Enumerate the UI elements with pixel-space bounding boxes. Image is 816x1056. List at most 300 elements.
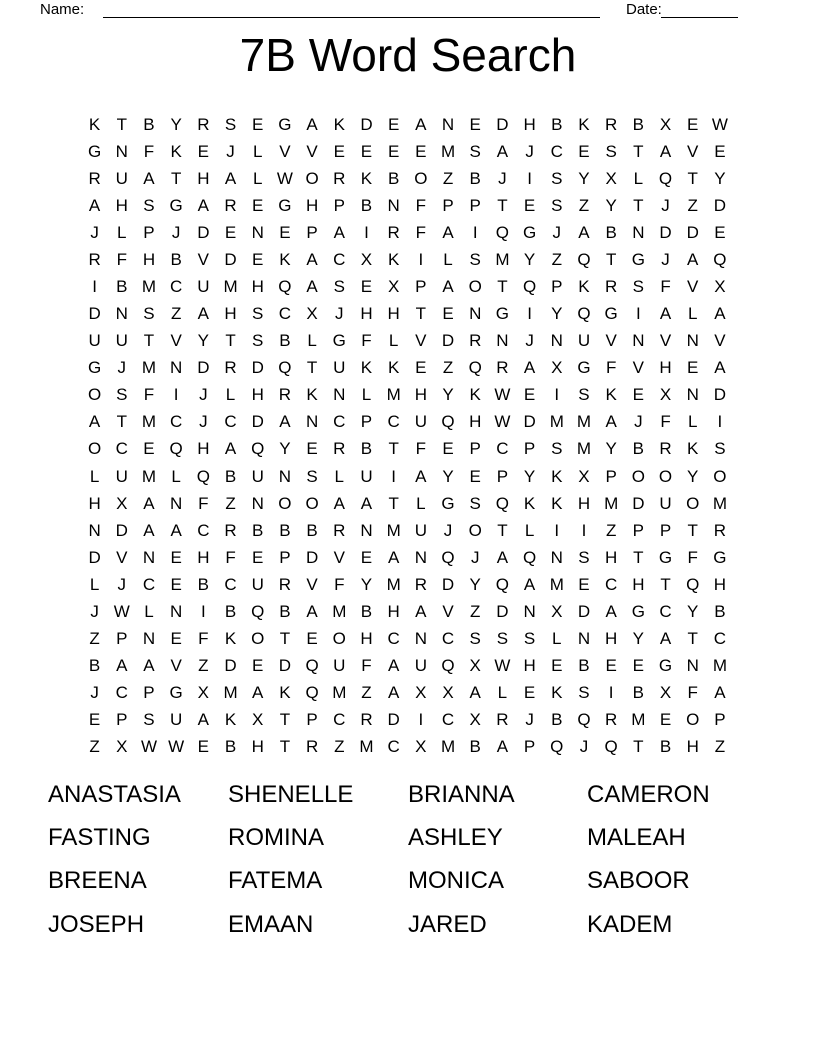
grid-cell-r11-c1: O	[87, 385, 102, 405]
grid-cell-r2-c2: N	[115, 141, 128, 161]
grid-cell-r22-c22: X	[659, 683, 672, 703]
grid-cell-r16-c7: B	[252, 520, 264, 540]
grid-cell-r11-c15: K	[469, 385, 481, 405]
grid-cell-r18-c7: U	[251, 574, 264, 594]
grid-cell-r10-c19: G	[577, 358, 591, 378]
grid-cell-r22-c6: M	[223, 683, 238, 703]
grid-cell-r3-c8: W	[276, 168, 293, 188]
grid-cell-r14-c1: L	[89, 466, 100, 486]
grid-cell-r18-c4: E	[170, 574, 182, 594]
grid-cell-r21-c23: N	[686, 656, 699, 676]
grid-cell-r8-c9: X	[306, 304, 318, 324]
grid-cell-r22-c17: E	[523, 683, 536, 703]
grid-cell-r5-c20: B	[605, 222, 617, 242]
grid-cell-r4-c5: A	[197, 195, 210, 215]
grid-cell-r24-c17: P	[523, 737, 536, 757]
word-list-item: SABOOR	[587, 867, 690, 895]
grid-cell-r16-c9: B	[306, 520, 318, 540]
grid-cell-r14-c4: L	[171, 466, 181, 486]
grid-cell-r5-c18: J	[552, 222, 562, 242]
grid-cell-r9-c12: L	[388, 331, 399, 351]
grid-cell-r22-c18: K	[551, 683, 563, 703]
grid-cell-r3-c17: I	[527, 168, 532, 188]
grid-cell-r1-c24: W	[711, 114, 728, 134]
grid-cell-r8-c11: H	[360, 304, 373, 324]
grid-cell-r24-c19: J	[579, 737, 589, 757]
grid-cell-r10-c1: G	[87, 358, 102, 378]
grid-cell-r11-c19: S	[578, 385, 590, 405]
grid-cell-r2-c13: E	[415, 141, 427, 161]
grid-cell-r23-c4: U	[170, 710, 183, 730]
grid-cell-r2-c20: S	[605, 141, 617, 161]
grid-cell-r13-c20: Y	[605, 439, 617, 459]
grid-cell-r19-c24: B	[714, 601, 726, 621]
grid-cell-r6-c22: J	[661, 249, 670, 269]
grid-cell-r12-c6: C	[224, 412, 237, 432]
grid-cell-r15-c9: O	[305, 493, 319, 513]
grid-cell-r21-c1: B	[88, 656, 101, 676]
grid-cell-r13-c10: R	[333, 439, 346, 459]
grid-cell-r3-c16: J	[498, 168, 507, 188]
grid-cell-r21-c13: U	[414, 656, 427, 676]
grid-cell-r17-c20: H	[605, 547, 618, 567]
grid-cell-r20-c16: S	[496, 629, 509, 649]
grid-cell-r4-c11: B	[360, 195, 373, 215]
grid-cell-r13-c4: Q	[169, 439, 183, 459]
grid-cell-r1-c7: E	[252, 114, 264, 134]
grid-cell-r19-c12: H	[387, 601, 400, 621]
grid-cell-r16-c19: I	[581, 520, 587, 540]
grid-cell-r6-c18: Z	[551, 249, 562, 269]
grid-cell-r9-c6: T	[225, 331, 236, 351]
grid-cell-r21-c4: V	[170, 656, 182, 676]
grid-cell-r23-c21: M	[631, 710, 646, 730]
grid-cell-r21-c22: G	[658, 656, 673, 676]
grid-cell-r3-c21: L	[633, 168, 644, 188]
grid-cell-r17-c17: Q	[522, 547, 537, 567]
grid-cell-r24-c4: W	[168, 737, 185, 757]
grid-cell-r24-c21: T	[633, 737, 644, 757]
grid-cell-r20-c24: C	[713, 629, 727, 649]
grid-cell-r20-c14: C	[441, 629, 455, 649]
grid-cell-r18-c23: Q	[686, 574, 700, 594]
grid-cell-r4-c18: S	[551, 195, 563, 215]
word-list	[48, 773, 710, 947]
grid-cell-r22-c3: P	[143, 683, 155, 703]
grid-cell-r24-c8: T	[279, 737, 291, 757]
grid-cell-r15-c2: X	[116, 493, 128, 513]
grid-cell-r14-c12: I	[391, 466, 397, 486]
grid-cell-r12-c1: A	[88, 412, 101, 432]
grid-cell-r23-c15: X	[469, 710, 481, 730]
grid-cell-r4-c8: G	[278, 195, 292, 215]
grid-cell-r16-c16: T	[497, 520, 508, 540]
grid-cell-r12-c20: A	[605, 412, 617, 432]
grid-cell-r11-c7: H	[251, 385, 264, 405]
grid-cell-r21-c15: X	[469, 656, 481, 676]
grid-cell-r8-c13: T	[415, 304, 427, 324]
grid-cell-r2-c9: V	[306, 141, 318, 161]
grid-cell-r20-c2: P	[116, 629, 128, 649]
grid-cell-r6-c3: H	[142, 249, 156, 269]
grid-cell-r6-c16: M	[495, 249, 510, 269]
grid-cell-r24-c15: B	[469, 737, 481, 757]
word-list-item: ANASTASIA	[48, 780, 181, 808]
grid-cell-r4-c6: R	[224, 195, 237, 215]
grid-cell-r6-c6: D	[224, 249, 237, 269]
grid-cell-r16-c12: M	[386, 520, 401, 540]
grid-cell-r16-c10: R	[333, 520, 346, 540]
grid-cell-r19-c18: X	[551, 601, 563, 621]
grid-cell-r7-c12: X	[387, 277, 400, 296]
grid-cell-r11-c18: I	[554, 385, 560, 405]
grid-cell-r10-c15: Q	[468, 358, 482, 378]
grid-cell-r2-c23: V	[687, 141, 699, 161]
grid-cell-r5-c24: E	[714, 222, 726, 242]
grid-cell-r7-c10: S	[333, 277, 345, 296]
grid-cell-r11-c11: L	[361, 385, 372, 405]
grid-cell-r17-c13: N	[414, 547, 427, 567]
grid-cell-r6-c24: Q	[713, 249, 727, 269]
grid-cell-r7-c8: Q	[278, 277, 292, 296]
grid-cell-r7-c1: I	[92, 277, 97, 296]
grid-cell-r12-c15: H	[469, 412, 482, 432]
grid-cell-r2-c5: E	[197, 141, 210, 161]
grid-cell-r21-c18: E	[551, 656, 563, 676]
grid-cell-r21-c5: Z	[198, 656, 209, 676]
grid-cell-r13-c2: C	[115, 439, 128, 459]
grid-cell-r19-c14: V	[442, 601, 454, 621]
grid-cell-r17-c22: G	[658, 547, 673, 567]
grid-cell-r7-c13: P	[415, 277, 427, 296]
grid-cell-r9-c20: V	[605, 331, 617, 351]
grid-cell-r2-c3: F	[143, 141, 155, 161]
grid-cell-r18-c1: L	[89, 574, 100, 594]
grid-cell-r3-c1: R	[88, 168, 101, 188]
grid-cell-r12-c13: U	[414, 412, 427, 432]
grid-cell-r7-c17: Q	[522, 277, 537, 296]
name-fill-line	[103, 0, 600, 18]
grid-cell-r4-c9: H	[305, 195, 319, 215]
grid-cell-r4-c7: E	[252, 195, 264, 215]
grid-cell-r12-c21: J	[634, 412, 643, 432]
grid-cell-r20-c19: N	[577, 629, 591, 649]
grid-cell-r12-c14: Q	[441, 412, 455, 432]
grid-cell-r7-c11: E	[360, 277, 373, 296]
grid-cell-r15-c19: H	[577, 493, 591, 513]
grid-cell-r7-c21: S	[632, 277, 645, 296]
grid-cell-r23-c7: X	[252, 710, 264, 730]
grid-cell-r15-c14: G	[441, 493, 455, 513]
grid-cell-r11-c13: H	[414, 385, 427, 405]
grid-cell-r15-c10: A	[333, 493, 345, 513]
grid-cell-r5-c22: D	[659, 222, 672, 242]
grid-cell-r13-c16: C	[496, 439, 509, 459]
grid-cell-r5-c5: D	[197, 222, 210, 242]
grid-cell-r10-c17: A	[523, 358, 536, 378]
word-list-item: BREENA	[48, 867, 147, 895]
grid-cell-r8-c15: N	[469, 304, 482, 324]
grid-cell-r19-c5: I	[200, 601, 206, 621]
grid-cell-r11-c3: F	[143, 385, 155, 405]
grid-cell-r22-c12: A	[387, 683, 400, 703]
grid-cell-r10-c5: D	[197, 358, 210, 378]
grid-cell-r1-c8: G	[278, 114, 292, 134]
grid-cell-r14-c19: X	[578, 466, 590, 486]
grid-cell-r5-c16: Q	[495, 222, 510, 242]
grid-cell-r20-c9: E	[306, 629, 318, 649]
grid-cell-r21-c9: Q	[305, 656, 319, 676]
grid-cell-r12-c8: A	[279, 412, 291, 432]
grid-cell-r14-c23: Y	[687, 466, 699, 486]
grid-cell-r3-c19: Y	[578, 168, 590, 188]
grid-cell-r15-c5: F	[198, 493, 209, 513]
grid-cell-r18-c17: A	[523, 574, 536, 594]
grid-cell-r10-c6: R	[224, 358, 237, 378]
grid-cell-r5-c19: A	[578, 222, 590, 242]
word-list-item: FASTING	[48, 824, 151, 852]
grid-cell-r6-c2: F	[116, 249, 127, 269]
grid-cell-r7-c24: X	[714, 277, 726, 296]
grid-cell-r16-c8: B	[279, 520, 291, 540]
grid-cell-r9-c9: L	[307, 331, 317, 351]
grid-cell-r6-c10: C	[333, 249, 346, 269]
grid-cell-r7-c20: R	[605, 277, 618, 296]
grid-cell-r12-c5: J	[199, 412, 208, 432]
date-label: Date:	[626, 1, 662, 18]
grid-cell-r15-c12: T	[388, 493, 399, 513]
grid-cell-r10-c21: V	[632, 358, 645, 378]
grid-cell-r13-c22: R	[659, 439, 672, 459]
grid-cell-r10-c24: A	[714, 358, 726, 378]
grid-cell-r8-c8: C	[278, 304, 292, 324]
grid-cell-r4-c14: P	[442, 195, 454, 215]
grid-cell-r15-c6: Z	[225, 493, 236, 513]
grid-cell-r12-c3: M	[141, 412, 157, 432]
grid-cell-r5-c1: J	[90, 222, 99, 242]
grid-cell-r17-c10: V	[333, 547, 345, 567]
word-list-item: CAMERON	[587, 780, 710, 808]
grid-cell-r11-c23: N	[686, 385, 699, 405]
grid-cell-r16-c5: C	[197, 520, 210, 540]
word-list-item: JARED	[408, 910, 487, 938]
grid-cell-r14-c8: N	[278, 466, 292, 486]
grid-cell-r3-c13: O	[414, 168, 428, 188]
grid-cell-r1-c5: R	[197, 114, 210, 134]
grid-cell-r8-c3: S	[143, 304, 155, 324]
grid-cell-r20-c21: Y	[632, 629, 645, 649]
grid-cell-r8-c20: G	[604, 304, 618, 324]
grid-cell-r1-c21: B	[632, 114, 645, 134]
grid-cell-r24-c16: A	[496, 737, 509, 757]
word-list-item: MALEAH	[587, 824, 686, 852]
grid-cell-r24-c9: R	[305, 737, 319, 757]
grid-cell-r24-c2: X	[116, 737, 128, 757]
grid-cell-r21-c19: B	[578, 656, 590, 676]
word-list-item: ASHLEY	[408, 824, 503, 852]
grid-cell-r13-c7: Q	[251, 439, 265, 459]
grid-cell-r18-c16: Q	[495, 574, 510, 594]
grid-cell-r4-c20: Y	[605, 195, 617, 215]
grid-cell-r2-c6: J	[226, 141, 235, 161]
grid-cell-r17-c16: A	[496, 547, 509, 567]
grid-cell-r5-c21: N	[632, 222, 645, 242]
grid-cell-r1-c19: K	[578, 114, 590, 134]
grid-cell-r20-c4: E	[170, 629, 182, 649]
grid-cell-r16-c4: A	[170, 520, 182, 540]
word-list-item: ROMINA	[228, 824, 324, 852]
grid-cell-r9-c15: R	[469, 331, 482, 351]
grid-cell-r1-c23: E	[687, 114, 699, 134]
grid-cell-r23-c19: Q	[577, 710, 591, 730]
grid-cell-r10-c16: R	[496, 358, 509, 378]
grid-cell-r12-c9: N	[305, 412, 319, 432]
grid-cell-r3-c20: X	[605, 168, 617, 188]
grid-cell-r19-c16: D	[496, 601, 509, 621]
grid-cell-r4-c15: P	[469, 195, 481, 215]
grid-cell-r21-c20: E	[605, 656, 617, 676]
grid-cell-r6-c23: A	[687, 249, 699, 269]
grid-cell-r19-c3: L	[144, 601, 154, 621]
grid-cell-r15-c4: N	[170, 493, 183, 513]
grid-cell-r18-c3: C	[142, 574, 156, 594]
grid-cell-r9-c13: V	[415, 331, 427, 351]
grid-cell-r9-c17: J	[525, 331, 534, 351]
grid-cell-r15-c7: N	[251, 493, 264, 513]
grid-cell-r24-c12: C	[387, 737, 400, 757]
grid-cell-r1-c1: K	[88, 114, 101, 134]
grid-cell-r24-c14: M	[440, 737, 456, 757]
grid-cell-r6-c20: T	[605, 249, 617, 269]
grid-cell-r16-c14: J	[443, 520, 453, 540]
grid-cell-r9-c10: G	[332, 331, 346, 351]
grid-cell-r7-c6: M	[223, 277, 238, 296]
grid-cell-r18-c20: C	[605, 574, 618, 594]
grid-cell-r9-c16: N	[496, 331, 509, 351]
grid-cell-r2-c1: G	[87, 141, 102, 161]
grid-cell-r3-c10: R	[333, 168, 346, 188]
grid-cell-r6-c5: V	[197, 249, 210, 269]
grid-cell-r24-c24: Z	[714, 737, 726, 757]
grid-cell-r22-c15: A	[469, 683, 481, 703]
grid-cell-r17-c24: G	[713, 547, 727, 567]
grid-cell-r24-c11: M	[359, 737, 374, 757]
grid-cell-r3-c24: Y	[714, 168, 726, 188]
grid-cell-r14-c16: P	[496, 466, 509, 486]
grid-cell-r13-c14: E	[442, 439, 454, 459]
grid-cell-r8-c6: H	[224, 304, 237, 324]
grid-cell-r5-c23: D	[686, 222, 699, 242]
grid-cell-r23-c13: I	[418, 710, 424, 730]
grid-cell-r2-c7: L	[252, 141, 263, 161]
grid-cell-r17-c12: A	[387, 547, 400, 567]
grid-cell-r4-c16: T	[497, 195, 508, 215]
grid-cell-r8-c18: Y	[551, 304, 563, 324]
grid-cell-r17-c2: V	[116, 547, 128, 567]
grid-cell-r9-c22: V	[659, 331, 672, 351]
grid-cell-r13-c8: Y	[279, 439, 291, 459]
grid-cell-r23-c6: K	[224, 710, 237, 730]
grid-cell-r3-c6: A	[224, 168, 237, 188]
grid-cell-r23-c17: J	[525, 710, 534, 730]
grid-cell-r1-c10: K	[333, 114, 345, 134]
grid-cell-r16-c18: I	[554, 520, 560, 540]
grid-cell-r11-c20: K	[605, 385, 617, 405]
grid-cell-r5-c17: G	[522, 222, 537, 242]
grid-cell-r6-c7: E	[252, 249, 264, 269]
grid-cell-r22-c4: G	[169, 683, 183, 703]
grid-cell-r21-c17: H	[523, 656, 536, 676]
grid-cell-r2-c19: E	[578, 141, 590, 161]
grid-cell-r20-c23: T	[687, 629, 698, 649]
grid-cell-r8-c23: L	[687, 304, 698, 324]
grid-cell-r21-c2: A	[116, 656, 128, 676]
grid-cell-r3-c2: U	[115, 168, 128, 188]
grid-cell-r22-c14: X	[442, 683, 454, 703]
grid-cell-r17-c11: E	[360, 547, 373, 567]
grid-cell-r17-c9: D	[305, 547, 319, 567]
grid-cell-r13-c24: S	[714, 439, 726, 459]
grid-cell-r15-c23: O	[686, 493, 700, 513]
grid-cell-r20-c7: O	[251, 629, 265, 649]
grid-cell-r10-c12: K	[387, 358, 400, 378]
grid-cell-r8-c16: G	[495, 304, 510, 324]
grid-cell-r7-c22: F	[660, 277, 671, 296]
word-list-item: JOSEPH	[48, 910, 145, 938]
grid-cell-r10-c13: E	[415, 358, 427, 378]
grid-cell-r10-c9: T	[306, 358, 318, 378]
grid-cell-r14-c24: O	[713, 466, 727, 486]
grid-cell-r4-c19: Z	[578, 195, 590, 215]
word-list-item: BRIANNA	[408, 780, 515, 808]
grid-cell-r15-c8: O	[278, 493, 292, 513]
grid-cell-r2-c12: E	[387, 141, 400, 161]
grid-cell-r16-c1: N	[88, 520, 101, 540]
grid-cell-r3-c11: K	[360, 168, 373, 188]
grid-cell-r24-c5: E	[197, 737, 210, 757]
grid-cell-r5-c9: P	[306, 222, 318, 242]
grid-cell-r4-c3: S	[143, 195, 155, 215]
grid-cell-r13-c21: B	[632, 439, 645, 459]
grid-cell-r11-c5: J	[199, 385, 208, 405]
grid-cell-r2-c14: M	[440, 141, 456, 161]
grid-cell-r19-c19: D	[577, 601, 591, 621]
grid-cell-r12-c24: I	[717, 412, 723, 432]
grid-cell-r2-c17: J	[525, 141, 534, 161]
grid-cell-r22-c1: J	[90, 683, 99, 703]
grid-cell-r2-c4: K	[170, 141, 182, 161]
grid-cell-r3-c9: O	[305, 168, 319, 188]
grid-cell-r24-c7: H	[251, 737, 264, 757]
grid-cell-r16-c6: R	[224, 520, 237, 540]
grid-cell-r11-c21: E	[632, 385, 645, 405]
grid-cell-r3-c22: Q	[658, 168, 673, 188]
grid-cell-r5-c4: J	[171, 222, 181, 242]
grid-cell-r5-c7: N	[251, 222, 264, 242]
grid-cell-r13-c12: T	[388, 439, 399, 459]
grid-cell-r19-c8: B	[279, 601, 291, 621]
grid-cell-r9-c5: Y	[197, 331, 210, 351]
grid-cell-r16-c15: O	[468, 520, 482, 540]
grid-cell-r4-c12: N	[387, 195, 400, 215]
grid-cell-r8-c22: A	[659, 304, 672, 324]
grid-cell-r23-c24: P	[714, 710, 726, 730]
grid-cell-r14-c17: Y	[523, 466, 536, 486]
grid-cell-r22-c23: F	[687, 683, 698, 703]
grid-cell-r23-c20: R	[605, 710, 618, 730]
grid-cell-r4-c1: A	[88, 195, 101, 215]
grid-cell-r6-c11: X	[360, 249, 373, 269]
